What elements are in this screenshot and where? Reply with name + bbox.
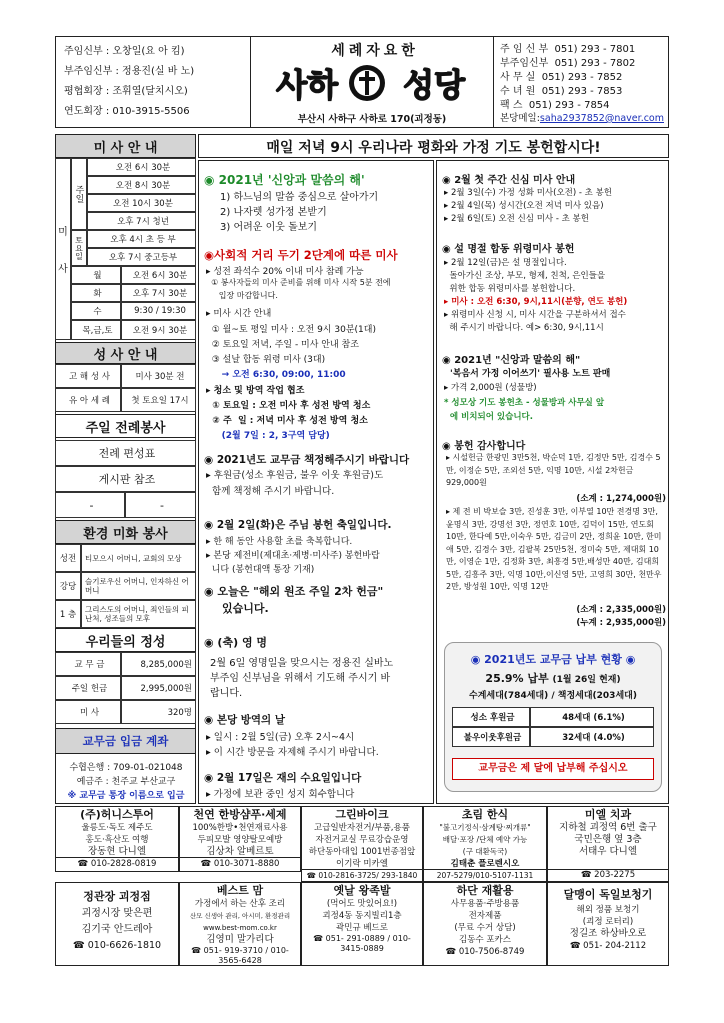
thanks-a: ▸ 시설헌금 한광민 3만5천, 박순덕 1만, 김정만 5만, 김경수 5만, 이정순 5만, 조외선 5만, 익명 10만, 시설 2차헌금 929,000원 [446,453,661,487]
parish-emblem-icon [347,63,387,103]
ad-name: 초림 한식 [461,808,509,821]
parish-subtitle: 세례자요한 [331,43,419,59]
ad-person: 김태춘 플로렌시오 [450,859,520,869]
list-item: 니다 (봉헌대액 통장 기재) [206,565,315,575]
ad-tel: ☎ 010-2816-3725/ 293-1840 [306,871,418,880]
ad-line: 배달·포장 /단체 예약 가능 [442,835,528,844]
offer-key: 주일 헌금 [55,676,121,700]
parish-name-right: 성당 [403,66,465,104]
weekday-time: 오전 9시 30분 [121,320,196,340]
ad-tel: ☎ 010-6626-1810 [72,940,162,951]
ad-person: 정길조 하상바오로 [569,928,647,939]
list-item: ▸ 성전 좌석수 20% 이내 미사 참례 가능 [206,267,364,277]
ad-line: 곽민규 베드로 [336,923,388,933]
thanks-a-sum: (소계 : 1,274,000원) [576,494,666,504]
ad-line: 전자제품 [468,911,502,921]
mass-time: 오전 8시 30분 [87,176,196,194]
list-item: ① 봉사자들의 미사 준비를 위해 미사 시작 5분 전에 [206,278,391,287]
list-item: 3) 어려운 이웃 돌보기 [220,222,318,233]
mass-time: 오후 7시 청년 [87,212,196,230]
service-row: - [125,492,196,518]
thanks-b-sum: (소계 : 2,335,000원) [576,605,666,615]
ad-line: 국민은행 옆 3층 [574,834,642,845]
ad-line: 괴정4동 동지빌리1층 [322,911,402,921]
visit-title: ◉ 본당 방역의 날 [204,714,285,726]
ad-name: 옛날 왕족발 [333,884,391,897]
list-item: ▸ 미사 : 오전 6:30, 9시,11시(분향, 연도 봉헌) [444,297,628,307]
list-item: ▸ 후원금(성소 후원금, 불우 이웃 후원금)도 [206,470,384,481]
ad-line: 울릉도·독도 제주도 [81,823,153,833]
list-item: 2월 6일 영명일을 맞으시는 정용진 실바노 [210,658,394,669]
status-title: ◉ 2021년도 교무금 납부 현황 ◉ [470,653,636,666]
service-title: 주일 전례봉사 [55,414,196,438]
ad-tel: ☎ 010-7506-8749 [445,947,525,957]
ad-person: 김동수 포카스 [459,935,511,945]
ad-line: www.best-mom.co.kr [203,924,277,932]
mass-time: 오전 6시 30분 [87,158,196,176]
list-item: 랍니다. [210,688,243,699]
staff-row: 주임신부 : 오창일(요 아 킴) [64,46,185,57]
email-link[interactable]: saha2937852@naver.com [539,113,664,124]
ash-title: ◉ 2월 17일은 재의 수요일입니다 [204,772,362,784]
staff-row: 부주임신부 : 정용진(실 바 노) [64,66,195,77]
theme-title: ◉ 2021년 '신앙과 말씀의 해' [204,173,365,187]
ad-tel: ☎ 203-2275 [580,870,636,880]
ad-person: 서태우 다니엘 [578,846,638,857]
list-item: ② 토요일 저녁, 주일 - 미사 안내 참조 [206,340,359,350]
ad-tel: ☎ 010-3071-8880 [200,859,280,869]
env-key: 1 층 [55,600,81,628]
sacrament-value: 미사 30분 전 [121,364,196,388]
first-week-title: ◉ 2월 첫 주간 신심 미사 안내 [442,175,576,186]
list-item: ① 토요일 : 오전 미사 후 성전 방역 청소 [206,401,371,411]
env-title: 환경 미화 봉사 [55,520,196,544]
ad-tel-box [547,870,669,882]
list-item: ② 주 일 : 저녁 미사 후 성전 방역 청소 [206,416,368,426]
offer-value: 2,995,000원 [121,676,196,700]
ad-line: 고급일반자전거/부품,용품 [314,823,410,833]
status-value: 48세대 (6.1%) [530,707,654,727]
weekday-label: 월 [71,266,121,284]
list-item: ▸ 청소 및 방역 작업 협조 [206,386,305,396]
ad-card [179,858,301,872]
ad-line: 두피모발 영양탈모예방 [197,835,283,845]
thanks-b: ▸ 제 전 비 박보슬 3만, 진성훈 3만, 이부열 10만 전경명 3만, 윤명식 3만, 강명선 3만, 정연호 10만, 김덕이 15만, 연도회 10만, 한다예 5만,이숙우 5만, 김금미 2만, 정희윤 10만, 한미애 5만, 김경수 3만, 김팔복 25만5천, 정미숙 5만, 제대회 10만, 이영순 1만, 김정화 3만, 최흥경 5만,배성만 40만, 김대희 5만, 김흥주 3만, 익명 10만,이신영 5만, 고영희 30만, 천만우 2만, 방성원 10만, 익명 12만 [446,507,662,591]
mass-title: 미 사 안 내 [55,134,196,158]
list-item: ▸ 한 해 동안 사용할 초를 축복합니다. [206,537,353,547]
status-date: (1월 26일 현재) [552,675,621,685]
ad-person: 김상차 알베르토 [206,846,274,857]
email-row: 본당메일:saha2937852@naver.com [500,113,664,124]
ad-card [547,882,669,966]
offer-title: 우리들의 정성 [55,628,196,652]
service-row: 전례 편성표 [55,440,196,466]
ad-person: 김기국 안드레아 [81,924,153,935]
feast-title: ◉ (축) 영 명 [204,636,268,649]
weekday-label: 화 [71,284,121,302]
acct-note: ※ 교무금 통장 이름으로 입금 [67,791,185,801]
list-item: → 오전 6:30, 09:00, 11:00 [206,370,346,380]
list-item: ▸ 2월 3일(수) 가정 성화 미사(오전) - 초 봉헌 [444,188,612,198]
status-sub: 수계세대(784세대) / 책정세대(203세대) [469,691,637,701]
mass-side: 미 사 [55,158,71,340]
staff-row: 평협회장 : 조휘열(달치시오) [64,86,188,97]
ad-line: 괴정시장 맞은편 [81,908,153,919]
ad-tel: ☎ 010-2828-0819 [77,859,157,869]
ad-name: 미엘 치과 [584,808,632,821]
status-pct-row [444,670,662,686]
ad-line: 자전거교실 무료강습운영 [315,835,409,845]
list-item: 에 비치되어 있습니다. [444,412,533,422]
list-item: ③ 설날 합동 위령 미사 (3대) [206,355,326,365]
sacrament-key: 유 아 세 례 [55,388,121,412]
offer-value: 8,285,000원 [121,652,196,676]
weekday-time: 오전 6시 30분 [121,266,196,284]
offer-key: 교 무 금 [55,652,121,676]
ad-name: 하단 재활용 [456,884,514,897]
env-value: 슬기로우신 어머니, 인자하신 어머니 [81,572,196,600]
mass-time: 오전 10시 30분 [87,194,196,212]
ad-name: 정관장 괴정점 [83,890,151,903]
env-value: 그리스도의 어머니, 죄인들의 피난처, 성조들의 모후 [81,600,196,628]
parish-name-left: 사하 [276,66,338,104]
list-item: (2월 7일 : 2, 3구역 담당) [206,431,330,441]
ad-name: 베스트 맘 [216,884,264,897]
memorial-title: ◉ 설 명절 합동 위령미사 봉헌 [442,244,575,255]
budget-title: ◉ 2021년도 교무금 책정해주시기 바랍니다 [204,454,410,466]
env-key: 강당 [55,572,81,600]
banner-text: 매일 저녁 9시 우리나라 평화와 가정 기도 봉헌합시다! [266,140,601,156]
weekday-time: 9:30 / 19:30 [121,302,196,320]
ad-tel: ☎ 051- 919-3710 / 010-3565-6428 [191,946,289,965]
list-item: 부주임 신부님을 위해서 기도해 주시기 바 [210,673,391,684]
list-item: ▸ 이 시간 방문을 자제해 주시기 바랍니다. [206,747,379,758]
ad-tel: 207-5279/010-5107-1131 [436,871,534,880]
offer-key: 미 사 [55,700,121,724]
list-item: ▸ 2월 12일(금)은 설 명절입니다. [444,258,567,268]
ad-tel-box [423,870,547,882]
ad-line: 사무용품·주방용품 [450,899,520,909]
saturday-label: 토요일 [71,230,87,266]
ad-line: 100%한방•천연재료사용 [192,823,288,833]
today-title: ◉ 오늘은 "해외 원조 주일 2차 헌금" [204,585,384,598]
ad-line: 산모 신생아 관리, 아시미, 환경관리 [189,912,291,920]
status-key: 불우이웃후원금 [452,727,530,747]
ad-card [301,882,423,966]
service-row: - [55,492,125,518]
acct-bank: 수협은행 : 709-01-021048 [69,763,183,773]
acct-title: 교무금 입금 계좌 [55,728,196,754]
list-item: ▸ 일시 : 2월 5일(금) 오후 2시~4시 [206,732,355,743]
ad-card [179,806,301,858]
ad-card [55,858,179,872]
list-item: 위한 합동 위령미사를 봉헌합니다. [444,284,576,294]
ad-name: (주)허니스투어 [80,808,154,821]
service-row: 게시판 참조 [55,466,196,492]
weekday-time: 오후 7시 30분 [121,284,196,302]
ad-person: 장동현 다니엘 [87,846,147,857]
ad-line: "불고기정식·삼계탕·찌개류" [439,823,531,832]
weekday-label: 목,금,토 [71,320,121,340]
ads-grid [55,806,669,966]
list-item: ▸ 가정에 보관 중인 성지 회수합니다 [206,789,355,800]
list-item: ▸ 2월 6일(토) 오전 신심 미사 - 초 봉헌 [444,214,589,224]
weekday-label: 수 [71,302,121,320]
ad-card [179,882,301,966]
ad-person: 김영미 말가리다 [206,934,274,945]
acct-owner: 예금주 : 천주교 부산교구 [76,777,176,787]
list-item: 입장 마감합니다. [206,291,278,300]
status-key: 성소 후원금 [452,707,530,727]
ad-line: 하단동아대입 1001번종점앞 [308,847,416,857]
list-item: 해 주시기 바랍니다. 예> 6:30, 9시,11시 [444,323,604,333]
list-item: 돌아가신 조상, 부모, 형제, 친척, 은인들을 [444,271,606,281]
ad-person: 이기락 미카엘 [336,859,388,869]
mass-table [55,158,196,340]
ad-line: (무료 수거 상담) [454,923,516,933]
ad-line: 해외 정품 보청기 [576,905,640,915]
sacrament-key: 고 해 성 사 [55,364,121,388]
ad-card [301,806,423,870]
parish-address: 부산시 사하구 사하로 170(괴정동) [297,114,447,125]
distancing-title: ◉사회적 거리 두기 2단계에 따른 미사 [204,248,398,262]
ad-line: 지하철 괴정역 6번 출구 [559,822,657,833]
phone-row: 주 임 신 부 051) 293 - 7801 [500,44,636,55]
status-note: 교무금은 제 달에 납부해 주십시오 [452,758,654,780]
ad-name: 그린바이크 [335,808,389,821]
list-item: ▸ 위령미사 신청 시, 미사 시간을 구분하셔서 접수 [444,310,626,320]
list-item: ▸ 2월 4일(목) 성시간(오전 저녁 미사 있음) [444,201,604,211]
ad-line: (괴정 로터리) [582,917,634,927]
ad-line: 홍도·흑산도 여행 [85,835,149,845]
ad-card [55,882,179,966]
list-item: 1) 하느님의 말씀 중심으로 살아가기 [220,192,379,203]
status-pct: 25.9% 납부 [485,672,549,685]
ad-card [423,882,547,966]
env-key: 성전 [55,544,81,572]
phone-row: 팩 스 051) 293 - 7854 [500,100,610,111]
ad-tel-box [301,870,423,882]
list-item: ▸ 미사 시간 안내 [206,309,272,319]
offer-value: 320명 [121,700,196,724]
sunday-label: 주일 [71,158,87,230]
list-item: 2) 나자렛 성가정 본받기 [220,207,327,218]
ad-card [55,806,179,858]
birthday-title: ◉ 2월 2일(화)은 주님 봉헌 축일입니다. [204,519,392,531]
list-item: * 성모상 기도 봉헌초 - 성물방과 사무실 앞 [444,398,605,408]
ad-name: 달맹이 독일보청기 [563,888,653,901]
note-title: ◉ 2021년 "신앙과 말씀의 해" [442,355,581,366]
ad-card [547,806,669,870]
ad-line: (구 대환독국) [462,847,508,856]
ad-tel: ☎ 051- 204-2112 [569,941,647,951]
thanks-total: (누계 : 2,935,000원) [576,618,666,628]
thanks-title: ◉ 봉헌 감사합니다 [442,441,526,452]
list-item: ① 월~토 평일 미사 : 오전 9시 30분(1대) [206,325,376,335]
staff-row: 연도회장 : 010-3915-5506 [64,106,190,117]
ad-line: 가정에서 하는 산후 조리 [194,899,286,909]
note-sub: '복음서 가정 이어쓰기' 필사용 노트 판매 [450,369,611,379]
list-item: ▸ 가격 2,000원 (성물방) [444,383,537,393]
list-item: ▸ 본당 제전비(제대초·제병·미사주) 봉헌바랍 [206,551,380,561]
phone-row: 부주임신부 051) 293 - 7802 [500,58,636,69]
sacrament-title: 성 사 안 내 [55,342,196,364]
sacrament-value: 첫 토요일 17시 [121,388,196,412]
env-value: 티모으시 어머니, 교회의 모상 [81,544,196,572]
list-item: 함께 책정해 주시기 바랍니다. [206,486,335,497]
ad-line: (먹어도 맛있어요!) [326,899,398,909]
status-value: 32세대 (4.0%) [530,727,654,747]
phone-row: 수 녀 원 051) 293 - 7853 [500,86,623,97]
ad-tel: ☎ 051- 291-0889 / 010-3415-0889 [313,934,411,953]
phone-row: 사 무 실 051) 293 - 7852 [500,72,623,83]
mass-time: 오후 7시 중고등부 [87,248,196,266]
mass-time: 오후 4시 초 등 부 [87,230,196,248]
today-sub: 있습니다. [222,602,269,615]
ad-card [423,806,547,870]
ad-name: 천연 한방샴푸·세제 [193,808,287,821]
